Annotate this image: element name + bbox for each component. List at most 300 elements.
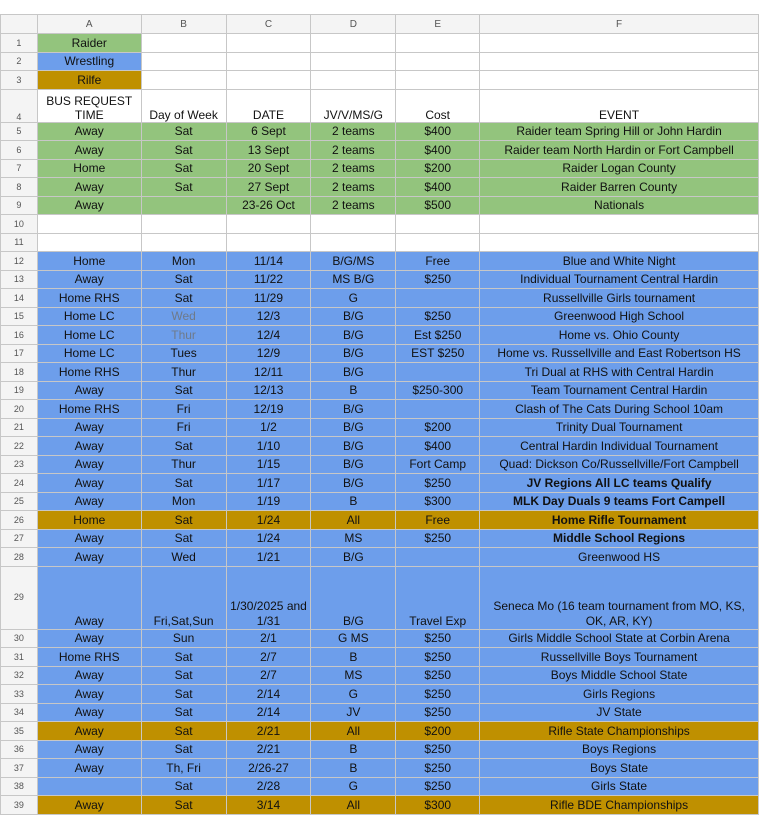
cell-c[interactable]: 2/7 xyxy=(226,648,311,667)
cell-b[interactable]: Day of Week xyxy=(141,89,226,122)
row-number[interactable]: 15 xyxy=(1,307,38,326)
cell-a[interactable]: Home RHS xyxy=(37,363,141,382)
cell-b[interactable]: Mon xyxy=(141,252,226,271)
cell-d[interactable]: 2 teams xyxy=(311,178,396,197)
cell-c[interactable]: 1/17 xyxy=(226,474,311,493)
cell-b[interactable]: Sat xyxy=(141,703,226,722)
cell-d[interactable]: B xyxy=(311,759,396,778)
cell-b[interactable]: Sat xyxy=(141,796,226,815)
cell-e[interactable]: $200 xyxy=(396,159,480,178)
cell-a[interactable]: Away xyxy=(37,566,141,629)
cell-e[interactable]: $250 xyxy=(396,648,480,667)
cell-b[interactable] xyxy=(141,215,226,234)
row-number[interactable]: 20 xyxy=(1,400,38,419)
cell-f[interactable]: JV State xyxy=(480,703,759,722)
cell-d[interactable]: B/G xyxy=(311,344,396,363)
cell-b[interactable]: Sat xyxy=(141,511,226,530)
cell-f[interactable]: Rifle State Championships xyxy=(480,722,759,741)
cell-c[interactable]: 1/24 xyxy=(226,511,311,530)
cell-c[interactable]: 12/3 xyxy=(226,307,311,326)
cell-e[interactable]: $400 xyxy=(396,141,480,160)
cell-c[interactable] xyxy=(226,71,311,90)
cell-e[interactable]: Free xyxy=(396,252,480,271)
row-number[interactable]: 35 xyxy=(1,722,38,741)
cell-b[interactable]: Sat xyxy=(141,474,226,493)
cell-b[interactable]: Sat xyxy=(141,270,226,289)
cell-e[interactable]: $250 xyxy=(396,529,480,548)
cell-d[interactable] xyxy=(311,34,396,53)
sheet-row xyxy=(1,215,759,234)
cell-a[interactable]: Away xyxy=(37,474,141,493)
cell-a[interactable]: Away xyxy=(37,455,141,474)
cell-b[interactable] xyxy=(141,71,226,90)
column-header-e[interactable]: E xyxy=(396,15,480,34)
cell-d[interactable]: B/G xyxy=(311,326,396,345)
column-header-a[interactable]: A xyxy=(37,15,141,34)
cell-f[interactable]: Individual Tournament Central Hardin xyxy=(480,270,759,289)
cell-e[interactable] xyxy=(396,548,480,567)
cell-f[interactable]: Clash of The Cats During School 10am xyxy=(480,400,759,419)
cell-e[interactable]: $250 xyxy=(396,270,480,289)
sheet-row xyxy=(1,141,759,160)
spreadsheet-grid[interactable] xyxy=(0,14,759,815)
cell-f[interactable]: Raider team North Hardin or Fort Campbell xyxy=(480,141,759,160)
cell-b[interactable]: Sat xyxy=(141,666,226,685)
column-header-c[interactable]: C xyxy=(226,15,311,34)
sheet-row xyxy=(1,722,759,741)
row-number[interactable]: 23 xyxy=(1,455,38,474)
cell-e[interactable]: $400 xyxy=(396,122,480,141)
sheet-row xyxy=(1,548,759,567)
cell-c[interactable]: 12/19 xyxy=(226,400,311,419)
cell-a[interactable]: Raider xyxy=(37,34,141,53)
cell-d[interactable]: B/G xyxy=(311,400,396,419)
row-number[interactable]: 34 xyxy=(1,703,38,722)
cell-b[interactable]: Sat xyxy=(141,159,226,178)
cell-e[interactable] xyxy=(396,233,480,252)
cell-c[interactable]: 1/24 xyxy=(226,529,311,548)
cell-c[interactable]: 3/14 xyxy=(226,796,311,815)
cell-d[interactable]: G xyxy=(311,685,396,704)
cell-f[interactable] xyxy=(480,34,759,53)
row-number[interactable]: 8 xyxy=(1,178,38,197)
cell-a[interactable]: Away xyxy=(37,722,141,741)
cell-d[interactable]: B xyxy=(311,492,396,511)
cell-d[interactable]: G xyxy=(311,777,396,796)
cell-b[interactable]: Sat xyxy=(141,722,226,741)
sheet-row xyxy=(1,34,759,53)
row-number[interactable]: 3 xyxy=(1,71,38,90)
cell-c[interactable]: 2/14 xyxy=(226,703,311,722)
row-number[interactable]: 5 xyxy=(1,122,38,141)
cell-b[interactable]: Thur xyxy=(141,455,226,474)
row-number[interactable]: 30 xyxy=(1,629,38,648)
cell-d[interactable] xyxy=(311,233,396,252)
cell-b[interactable] xyxy=(141,34,226,53)
cell-f[interactable]: Blue and White Night xyxy=(480,252,759,271)
cell-a[interactable]: Home LC xyxy=(37,326,141,345)
sheet-row xyxy=(1,529,759,548)
cell-f[interactable]: Home vs. Russellville and East Robertson HS xyxy=(480,344,759,363)
cell-f[interactable]: Boys Regions xyxy=(480,740,759,759)
cell-a[interactable]: Away xyxy=(37,196,141,215)
row-number[interactable]: 31 xyxy=(1,648,38,667)
cell-f[interactable] xyxy=(480,52,759,71)
cell-d[interactable]: B xyxy=(311,648,396,667)
cell-a[interactable] xyxy=(37,215,141,234)
cell-b[interactable]: Sat xyxy=(141,437,226,456)
row-number[interactable]: 21 xyxy=(1,418,38,437)
cell-f[interactable]: Greenwood High School xyxy=(480,307,759,326)
cell-c[interactable]: 1/21 xyxy=(226,548,311,567)
row-number[interactable]: 12 xyxy=(1,252,38,271)
cell-b[interactable]: Thur xyxy=(141,326,226,345)
row-number[interactable]: 24 xyxy=(1,474,38,493)
cell-a[interactable]: BUS REQUEST TIME xyxy=(37,89,141,122)
cell-d[interactable]: 2 teams xyxy=(311,141,396,160)
cell-d[interactable]: B/G xyxy=(311,363,396,382)
cell-e[interactable]: Est $250 xyxy=(396,326,480,345)
cell-c[interactable]: 2/26-27 xyxy=(226,759,311,778)
cell-d[interactable]: 2 teams xyxy=(311,196,396,215)
row-number[interactable]: 39 xyxy=(1,796,38,815)
cell-e[interactable] xyxy=(396,71,480,90)
cell-a[interactable]: Away xyxy=(37,629,141,648)
cell-b[interactable]: Sat xyxy=(141,529,226,548)
row-number[interactable]: 25 xyxy=(1,492,38,511)
cell-a[interactable]: Home xyxy=(37,252,141,271)
cell-b[interactable] xyxy=(141,52,226,71)
cell-f[interactable]: Raider team Spring Hill or John Hardin xyxy=(480,122,759,141)
row-number[interactable]: 17 xyxy=(1,344,38,363)
cell-c[interactable]: 2/28 xyxy=(226,777,311,796)
cell-d[interactable]: G MS xyxy=(311,629,396,648)
cell-f[interactable]: Seneca Mo (16 team tournament from MO, KS, OK, AR, KY) xyxy=(480,566,759,629)
row-number[interactable]: 18 xyxy=(1,363,38,382)
row-number[interactable]: 19 xyxy=(1,381,38,400)
cell-e[interactable]: $250 xyxy=(396,759,480,778)
cell-a[interactable]: Away xyxy=(37,270,141,289)
cell-c[interactable] xyxy=(226,34,311,53)
cell-a[interactable]: Away xyxy=(37,437,141,456)
cell-d[interactable] xyxy=(311,71,396,90)
row-number[interactable]: 27 xyxy=(1,529,38,548)
cell-e[interactable]: $400 xyxy=(396,178,480,197)
cell-c[interactable]: 13 Sept xyxy=(226,141,311,160)
cell-e[interactable]: $250 xyxy=(396,703,480,722)
cell-c[interactable]: 2/21 xyxy=(226,740,311,759)
cell-f[interactable]: Home vs. Ohio County xyxy=(480,326,759,345)
cell-a[interactable]: Away xyxy=(37,740,141,759)
cell-f[interactable] xyxy=(480,233,759,252)
row-number[interactable]: 4 xyxy=(1,89,38,122)
cell-c[interactable]: 11/14 xyxy=(226,252,311,271)
cell-c[interactable]: 1/30/2025 and 1/31 xyxy=(226,566,311,629)
cell-a[interactable]: Away xyxy=(37,685,141,704)
cell-b[interactable]: Sat xyxy=(141,122,226,141)
cell-e[interactable]: $200 xyxy=(396,418,480,437)
cell-a[interactable]: Home xyxy=(37,159,141,178)
cell-d[interactable]: JV xyxy=(311,703,396,722)
cell-c[interactable]: 23-26 Oct xyxy=(226,196,311,215)
cell-e[interactable]: Travel Exp xyxy=(396,566,480,629)
row-number[interactable]: 29 xyxy=(1,566,38,629)
cell-d[interactable]: B/G xyxy=(311,455,396,474)
cell-c[interactable]: 1/19 xyxy=(226,492,311,511)
cell-e[interactable]: $300 xyxy=(396,796,480,815)
cell-b[interactable] xyxy=(141,196,226,215)
cell-a[interactable]: Home RHS xyxy=(37,648,141,667)
cell-e[interactable] xyxy=(396,34,480,53)
row-number[interactable]: 26 xyxy=(1,511,38,530)
row-number[interactable]: 13 xyxy=(1,270,38,289)
cell-c[interactable]: 2/7 xyxy=(226,666,311,685)
cell-f[interactable]: Girls Middle School State at Corbin Arena xyxy=(480,629,759,648)
cell-c[interactable] xyxy=(226,52,311,71)
cell-b[interactable]: Th, Fri xyxy=(141,759,226,778)
cell-a[interactable]: Home RHS xyxy=(37,400,141,419)
cell-d[interactable]: All xyxy=(311,722,396,741)
cell-c[interactable] xyxy=(226,233,311,252)
cell-d[interactable] xyxy=(311,52,396,71)
cell-b[interactable]: Fri xyxy=(141,400,226,419)
cell-f[interactable]: Team Tournament Central Hardin xyxy=(480,381,759,400)
sheet-row xyxy=(1,89,759,122)
sheet-row xyxy=(1,777,759,796)
cell-b[interactable]: Tues xyxy=(141,344,226,363)
cell-a[interactable]: Away xyxy=(37,703,141,722)
cell-a[interactable]: Home xyxy=(37,511,141,530)
cell-d[interactable]: JV/V/MS/G xyxy=(311,89,396,122)
cell-d[interactable]: B xyxy=(311,381,396,400)
cell-e[interactable] xyxy=(396,363,480,382)
cell-b[interactable]: Sat xyxy=(141,740,226,759)
cell-b[interactable]: Fri xyxy=(141,418,226,437)
cell-c[interactable] xyxy=(226,215,311,234)
cell-b[interactable]: Sat xyxy=(141,289,226,308)
row-number[interactable]: 9 xyxy=(1,196,38,215)
cell-a[interactable]: Away xyxy=(37,492,141,511)
sheet-row xyxy=(1,233,759,252)
cell-c[interactable]: 20 Sept xyxy=(226,159,311,178)
cell-e[interactable]: $250 xyxy=(396,685,480,704)
cell-e[interactable]: $250 xyxy=(396,474,480,493)
cell-d[interactable]: B/G xyxy=(311,437,396,456)
cell-c[interactable]: 12/11 xyxy=(226,363,311,382)
sheet-row xyxy=(1,178,759,197)
row-number[interactable]: 6 xyxy=(1,141,38,160)
row-number[interactable]: 10 xyxy=(1,215,38,234)
cell-a[interactable]: Home LC xyxy=(37,344,141,363)
cell-e[interactable]: $500 xyxy=(396,196,480,215)
cell-e[interactable] xyxy=(396,289,480,308)
cell-e[interactable] xyxy=(396,215,480,234)
cell-b[interactable]: Fri,Sat,Sun xyxy=(141,566,226,629)
cell-a[interactable]: Away xyxy=(37,548,141,567)
row-number[interactable]: 7 xyxy=(1,159,38,178)
cell-e[interactable]: $200 xyxy=(396,722,480,741)
cell-c[interactable]: DATE xyxy=(226,89,311,122)
cell-d[interactable] xyxy=(311,215,396,234)
cell-d[interactable]: MS xyxy=(311,529,396,548)
sheet-row xyxy=(1,159,759,178)
cell-b[interactable]: Thur xyxy=(141,363,226,382)
row-number[interactable]: 32 xyxy=(1,666,38,685)
cell-f[interactable]: Russellville Girls tournament xyxy=(480,289,759,308)
cell-c[interactable]: 6 Sept xyxy=(226,122,311,141)
cell-b[interactable]: Sat xyxy=(141,178,226,197)
cell-c[interactable]: 2/14 xyxy=(226,685,311,704)
cell-a[interactable] xyxy=(37,233,141,252)
row-number[interactable]: 33 xyxy=(1,685,38,704)
cell-d[interactable]: B/G xyxy=(311,548,396,567)
row-number[interactable]: 38 xyxy=(1,777,38,796)
cell-f[interactable]: Home Rifle Tournament xyxy=(480,511,759,530)
cell-f[interactable]: MLK Day Duals 9 teams Fort Campell xyxy=(480,492,759,511)
cell-f[interactable]: Raider Barren County xyxy=(480,178,759,197)
cell-e[interactable]: Fort Camp xyxy=(396,455,480,474)
cell-d[interactable]: MS xyxy=(311,666,396,685)
row-number[interactable]: 11 xyxy=(1,233,38,252)
cell-c[interactable]: 2/1 xyxy=(226,629,311,648)
cell-f[interactable]: Russellville Boys Tournament xyxy=(480,648,759,667)
cell-d[interactable]: All xyxy=(311,511,396,530)
sheet-row xyxy=(1,326,759,345)
cell-f[interactable]: Boys Middle School State xyxy=(480,666,759,685)
cell-a[interactable]: Away xyxy=(37,178,141,197)
cell-c[interactable]: 11/29 xyxy=(226,289,311,308)
cell-d[interactable]: MS B/G xyxy=(311,270,396,289)
cell-d[interactable]: 2 teams xyxy=(311,122,396,141)
cell-a[interactable]: Away xyxy=(37,666,141,685)
cell-c[interactable]: 2/21 xyxy=(226,722,311,741)
cell-e[interactable]: $250 xyxy=(396,740,480,759)
cell-f[interactable]: Trinity Dual Tournament xyxy=(480,418,759,437)
row-number[interactable]: 28 xyxy=(1,548,38,567)
sheet-row xyxy=(1,796,759,815)
cell-b[interactable]: Wed xyxy=(141,548,226,567)
cell-a[interactable]: Rilfe xyxy=(37,71,141,90)
cell-d[interactable]: B/G xyxy=(311,418,396,437)
cell-e[interactable]: $250 xyxy=(396,307,480,326)
cell-b[interactable]: Sat xyxy=(141,648,226,667)
cell-b[interactable] xyxy=(141,233,226,252)
cell-e[interactable]: $250-300 xyxy=(396,381,480,400)
cell-e[interactable]: $250 xyxy=(396,629,480,648)
cell-f[interactable]: Central Hardin Individual Tournament xyxy=(480,437,759,456)
select-all-corner[interactable] xyxy=(1,15,38,34)
row-number[interactable]: 16 xyxy=(1,326,38,345)
sheet-row xyxy=(1,71,759,90)
sheet-row xyxy=(1,740,759,759)
cell-a[interactable]: Home LC xyxy=(37,307,141,326)
cell-b[interactable]: Sun xyxy=(141,629,226,648)
column-header-f[interactable]: F xyxy=(480,15,759,34)
cell-e[interactable]: Cost xyxy=(396,89,480,122)
cell-f[interactable]: EVENT xyxy=(480,89,759,122)
cell-b[interactable]: Wed xyxy=(141,307,226,326)
row-number[interactable]: 14 xyxy=(1,289,38,308)
cell-f[interactable] xyxy=(480,71,759,90)
cell-a[interactable] xyxy=(37,777,141,796)
cell-a[interactable]: Away xyxy=(37,529,141,548)
cell-f[interactable]: Nationals xyxy=(480,196,759,215)
cell-e[interactable]: EST $250 xyxy=(396,344,480,363)
cell-c[interactable]: 12/13 xyxy=(226,381,311,400)
cell-c[interactable]: 1/10 xyxy=(226,437,311,456)
cell-d[interactable]: B/G xyxy=(311,307,396,326)
cell-d[interactable]: B xyxy=(311,740,396,759)
row-number[interactable]: 1 xyxy=(1,34,38,53)
cell-a[interactable]: Home RHS xyxy=(37,289,141,308)
cell-d[interactable]: B/G/MS xyxy=(311,252,396,271)
cell-c[interactable]: 27 Sept xyxy=(226,178,311,197)
cell-f[interactable]: Tri Dual at RHS with Central Hardin xyxy=(480,363,759,382)
sheet-row xyxy=(1,122,759,141)
cell-f[interactable]: Boys State xyxy=(480,759,759,778)
row-number[interactable]: 2 xyxy=(1,52,38,71)
cell-e[interactable]: $300 xyxy=(396,492,480,511)
sheet-row xyxy=(1,511,759,530)
cell-a[interactable]: Away xyxy=(37,418,141,437)
cell-b[interactable]: Sat xyxy=(141,777,226,796)
cell-b[interactable]: Sat xyxy=(141,141,226,160)
cell-f[interactable]: Quad: Dickson Co/Russellville/Fort Campbell xyxy=(480,455,759,474)
cell-a[interactable]: Away xyxy=(37,122,141,141)
cell-e[interactable] xyxy=(396,52,480,71)
cell-c[interactable]: 11/22 xyxy=(226,270,311,289)
cell-c[interactable]: 1/2 xyxy=(226,418,311,437)
cell-f[interactable]: Rifle BDE Championships xyxy=(480,796,759,815)
cell-c[interactable]: 12/9 xyxy=(226,344,311,363)
cell-d[interactable]: G xyxy=(311,289,396,308)
cell-f[interactable] xyxy=(480,215,759,234)
cell-e[interactable]: $400 xyxy=(396,437,480,456)
cell-f[interactable]: Middle School Regions xyxy=(480,529,759,548)
row-number[interactable]: 22 xyxy=(1,437,38,456)
cell-e[interactable]: $250 xyxy=(396,777,480,796)
cell-e[interactable] xyxy=(396,400,480,419)
column-header-d[interactable]: D xyxy=(311,15,396,34)
cell-b[interactable]: Mon xyxy=(141,492,226,511)
cell-c[interactable]: 1/15 xyxy=(226,455,311,474)
cell-a[interactable]: Away xyxy=(37,759,141,778)
cell-d[interactable]: 2 teams xyxy=(311,159,396,178)
cell-f[interactable]: Raider Logan County xyxy=(480,159,759,178)
cell-a[interactable]: Away xyxy=(37,141,141,160)
cell-e[interactable]: Free xyxy=(396,511,480,530)
cell-f[interactable]: Girls State xyxy=(480,777,759,796)
cell-b[interactable]: Sat xyxy=(141,381,226,400)
cell-f[interactable]: Greenwood HS xyxy=(480,548,759,567)
cell-a[interactable]: Away xyxy=(37,381,141,400)
cell-a[interactable]: Wrestling xyxy=(37,52,141,71)
cell-f[interactable]: Girls Regions xyxy=(480,685,759,704)
row-number[interactable]: 36 xyxy=(1,740,38,759)
row-number[interactable]: 37 xyxy=(1,759,38,778)
cell-d[interactable]: B/G xyxy=(311,474,396,493)
cell-a[interactable]: Away xyxy=(37,796,141,815)
cell-c[interactable]: 12/4 xyxy=(226,326,311,345)
cell-e[interactable]: $250 xyxy=(396,666,480,685)
cell-d[interactable]: All xyxy=(311,796,396,815)
cell-f[interactable]: JV Regions All LC teams Qualify xyxy=(480,474,759,493)
cell-b[interactable]: Sat xyxy=(141,685,226,704)
sheet-row xyxy=(1,196,759,215)
cell-d[interactable]: B/G xyxy=(311,566,396,629)
sheet-row xyxy=(1,307,759,326)
column-header-b[interactable]: B xyxy=(141,15,226,34)
